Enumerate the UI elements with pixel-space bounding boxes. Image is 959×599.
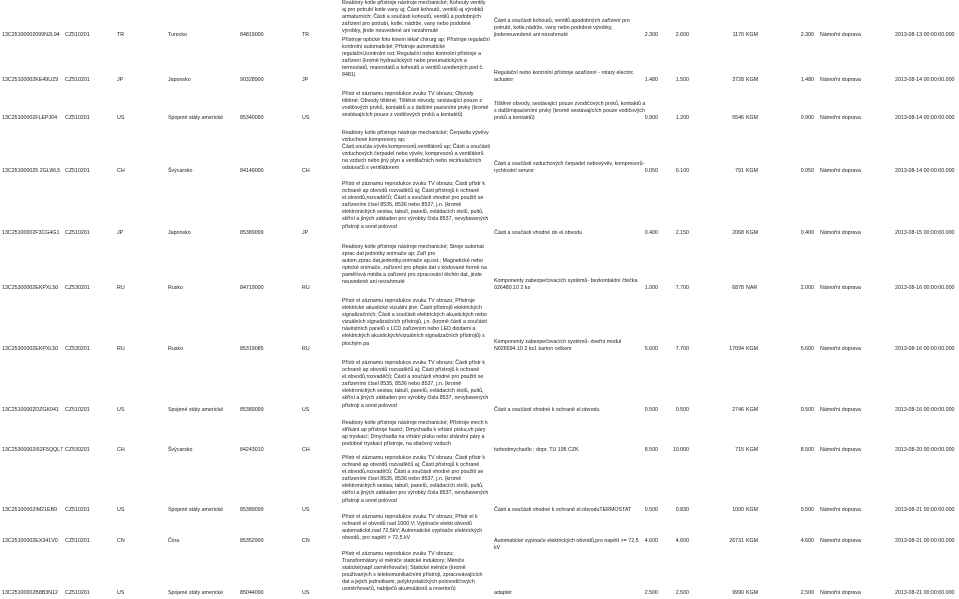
commodity-description: Přístr el záznamu reprodukce zvuku TV obrazu; Transformátory el měniče statické induktory; Měniče statické(např.usměrňovače); Statické měniče (kromě používaných s telekomunikačními přístroji, zpracovávajících dat a jejich jednotkami, polykrystalických polovodičových usměrňovačů, nabíječů akumulátorů a invertorů) <box>342 551 483 593</box>
commodity-code: 84149000 <box>240 168 264 174</box>
shipment-country-code: US <box>302 590 310 596</box>
country-name: Spojené státy americké <box>168 507 224 513</box>
country-name: Švýcarsko <box>168 447 193 453</box>
transport-mode: Námořní doprava <box>820 590 861 596</box>
record-date: 2013-08-16 00:00:00.000 <box>895 407 955 413</box>
gross-weight: 7.700 <box>675 346 689 352</box>
record-date: 2013-08-20 00:00:00.000 <box>895 447 955 453</box>
origin-country-code: US <box>117 507 125 513</box>
gross-weight: 0.500 <box>675 407 689 413</box>
commodity-description: Reaktory kotle přístroje nástroje mechanické; Přístroje mech k stříkání ap přístroje hasicí; Dmychadla k vrhání písku,vh páry ap tryskací; Dmychadla na vrhání písku nebo shánění páry a podobné tryskací přístroje, na stlačený vzduch <box>342 420 488 448</box>
goods-description: Regulační nebo kontrolní přístroje azařízení - rotary electric actuator <box>494 69 634 83</box>
country-name: Čína <box>168 538 180 544</box>
net-weight: 8.500 <box>644 447 658 453</box>
net-weight: 5.600 <box>644 346 658 352</box>
supplementary-quantity: 0.500 <box>800 407 814 413</box>
net-weight: 1.000 <box>644 285 658 291</box>
shipment-country-code: CH <box>302 168 310 174</box>
supplementary-quantity: 0.500 <box>800 507 814 513</box>
transport-mode: Námořní doprava <box>820 346 861 352</box>
record-code: 13C25100002F3CG4G1 <box>2 230 60 236</box>
gross-weight: 1.200 <box>675 115 689 121</box>
country-name: Spojené státy americké <box>168 590 224 596</box>
shipment-country-code: CN <box>302 538 310 544</box>
commodity-code: 90328900 <box>240 77 264 83</box>
net-weight: 4.600 <box>644 538 658 544</box>
net-weight: 0.500 <box>644 407 658 413</box>
country-name: Spojené státy americké <box>168 115 224 121</box>
record-date: 2013-08-13 00:00:00.000 <box>895 32 955 38</box>
gross-weight: 10.000 <box>672 447 689 453</box>
country-name: Japonsko <box>168 77 191 83</box>
unit-code: KGM <box>746 168 759 174</box>
supplementary-quantity: 8.500 <box>800 447 814 453</box>
goods-description: Části a součásti vhodné k ochraně el.obvodu <box>494 406 600 413</box>
transport-mode: Námořní doprava <box>820 115 861 121</box>
unit-code: KGM <box>746 590 759 596</box>
shipment-country-code: US <box>302 407 310 413</box>
origin-country-code: CH <box>117 168 125 174</box>
country-name: Švýcarsko <box>168 168 193 174</box>
country-name: Japonsko <box>168 230 191 236</box>
commodity-code: 85389099 <box>240 507 264 513</box>
commodity-description: Přístroje optické foto kinem lékař chirurg ap; Přístroje regulační kontrolní automatické; Přístroje automatické regulační,kontrolní ost; Regulační nebo kontrolní přístroje a zařízení (kromě hydraulických nebo pneumatických a termostatů, manostatů a kohoutů a ventilů uvedených pod č. 8481) <box>342 37 490 79</box>
value-amount: 2746 <box>732 407 744 413</box>
origin-country-code: CH <box>117 447 125 453</box>
gross-weight: 1.500 <box>675 77 689 83</box>
transport-mode: Námořní doprava <box>820 77 861 83</box>
unit-code: KGM <box>746 230 759 236</box>
unit-code: KGM <box>746 407 759 413</box>
record-code: 13C25100002B8B3N12 <box>2 590 58 596</box>
origin-country-code: RU <box>117 346 125 352</box>
country-name: Rusko <box>168 346 184 352</box>
region-code: CZ510201 <box>65 407 90 413</box>
unit-code: KGM <box>746 115 759 121</box>
unit-code: KGM <box>746 346 759 352</box>
gross-weight: 7.700 <box>675 285 689 291</box>
value-amount: 9990 <box>732 590 744 596</box>
shipment-country-code: TR <box>302 32 310 38</box>
transport-mode: Námořní doprava <box>820 230 861 236</box>
value-amount: 791 <box>735 168 744 174</box>
goods-description: Části a součásti vhodné do el.obvodu <box>494 229 583 236</box>
commodity-code: 85389099 <box>240 407 264 413</box>
record-code: 13C25300002EKPXL50 <box>2 285 59 291</box>
commodity-description: Přístr el záznamu reprodukce zvuku TV obrazu; Části přístr k ochraně ap obvodů rozvaděčů aj; Části přístrojů k ochraně el.obvodů,rozvaděčů; Části a součásti vhodné pro použití se zařízeními čísel 8535, 8536 nebo 8537, j.n. (kromě elektronických sestav, tabulí, panelů, ovládacích stolů, pultů, skříní a jiných základen pro výrobky čísla 8537, nevybavených přístroji a sond polovod <box>342 181 489 230</box>
unit-code: KGM <box>746 538 759 544</box>
country-name: Rusko <box>168 285 184 291</box>
region-code: CZ510201 <box>65 168 90 174</box>
commodity-description: Reaktory kotle přístroje nástroje mechanické; Kohouty ventily aj pro potrubí kotle vany aj; Části kohoutů, ventilů aj výrobků armaturních; Části a součásti kohoutů, ventilů a podobných zařízení pro potrubí, kotle, nádrže, vany nebo podobné výrobky, jinde neuvedené ani nezahrnuté <box>342 0 486 35</box>
gross-weight: 2.600 <box>675 32 689 38</box>
supplementary-quantity: 0.050 <box>800 168 814 174</box>
commodity-description: Reaktory kotle přístroje nástroje mechanické; Stroje automat zprac dat jednotky snímače ap; Zaří pro autom.zprac.dat,jednotky,snímače ap,ost.; Magnetické nebo optické snímače, zařízení pro přepis dat v kódované formě na paměťová média a zařízení pro zpracování těchto dat, jinde neuvedené ani nezahrnuté <box>342 244 487 286</box>
shipment-country-code: JP <box>302 230 309 236</box>
value-amount: 6878 <box>732 285 744 291</box>
transport-mode: Námořní doprava <box>820 507 861 513</box>
shipment-country-code: RU <box>302 285 310 291</box>
region-code: CZ510201 <box>65 115 90 121</box>
commodity-code: 85044090 <box>240 590 264 596</box>
supplementary-quantity: 1.480 <box>800 77 814 83</box>
record-code: 13C251000025 2GLWL5 <box>2 168 61 174</box>
net-weight: 0.900 <box>644 115 658 121</box>
record-date: 2013-08-15 00:00:00.000 <box>895 230 955 236</box>
net-weight: 2.500 <box>644 590 658 596</box>
supplementary-quantity: 0.400 <box>800 230 814 236</box>
net-weight: 1.480 <box>644 77 658 83</box>
transport-mode: Námořní doprava <box>820 538 861 544</box>
unit-code: KGM <box>746 447 759 453</box>
country-name: Spojené státy americké <box>168 407 224 413</box>
gross-weight: 2.500 <box>675 590 689 596</box>
goods-description: Části a součásti vzduchových čerpadel nebovývěv, kompresorů- rychlostní senzor <box>494 160 645 174</box>
commodity-code: 84243010 <box>240 447 264 453</box>
commodity-description: Přístr el záznamu reprodukce zvuku TV obrazu; Části přístr k ochraně ap obvodů rozvaděčů aj; Části přístrojů k ochraně el.obvodů,rozvaděčů; Části a součásti vhodné pro použití se zařízeními čísel 8535, 8536 nebo 8537, j.n. (kromě elektronických sestav, tabulí, panelů, ovládacích stolů, pultů, skříní a jiných základen pro výrobky čísla 8537, nevybavených přístroji a sond polovod <box>342 455 489 504</box>
commodity-code: 84819000 <box>240 32 264 38</box>
commodity-code: 85319085 <box>240 346 264 352</box>
record-code: 13C25100002IM21EB0 <box>2 507 58 513</box>
region-code: CZ510201 <box>65 32 90 38</box>
transport-mode: Námořní doprava <box>820 447 861 453</box>
net-weight: 0.400 <box>644 230 658 236</box>
region-code: CZ510201 <box>65 507 90 513</box>
origin-country-code: JP <box>117 77 124 83</box>
region-code: CZ530201 <box>65 447 90 453</box>
goods-description: Části a součásti kohoutů, ventilů apodobných zařízení pro potrubí, kotle,nádrže, vany nebo podobné výrobky, jindeneuvedené ani nezahrnuté <box>494 17 630 38</box>
region-code: CZ510201 <box>65 590 90 596</box>
record-date: 2013-08-14 00:00:00.000 <box>895 115 955 121</box>
record-code: 13C25300002I62F5QQL7 <box>2 447 63 453</box>
goods-description: turbodmychadlo ; dopr. TU 195 CZK <box>494 446 579 453</box>
shipment-country-code: JP <box>302 77 309 83</box>
record-code: 13C25100002FLEPJ04 <box>2 115 58 121</box>
value-amount: 26731 <box>729 538 744 544</box>
region-code: CZ510201 <box>65 230 90 236</box>
value-amount: 2068 <box>732 230 744 236</box>
record-date: 2013-08-14 00:00:00.000 <box>895 77 955 83</box>
goods-description: Části a součásti vhodné k ochraně el.obvoduTERMOSTAT <box>494 506 632 513</box>
region-code: CZ530201 <box>65 346 90 352</box>
gross-weight: 0.100 <box>675 168 689 174</box>
record-date: 2013-08-14 00:00:00.000 <box>895 168 955 174</box>
record-code: 13C25300002EKPXL50 <box>2 346 59 352</box>
gross-weight: 0.830 <box>675 507 689 513</box>
commodity-code: 85389099 <box>240 230 264 236</box>
supplementary-quantity: 2.000 <box>800 285 814 291</box>
record-code: 13C25100002EX341V0 <box>2 538 58 544</box>
commodity-description: Přístr el záznamu reprodukce zvuku TV obrazu; Přístroje elektrické akustické vizuální jiné; Části přístrojů elektrických signalizačních; Části a součásti elektrických akustických nebo vizuálních signalizačních přístrojů, j.n. (kromě částí a součástí návěstních panelů s LCD zařízením nebo LED diodami a elektrických akustických/vizuálních signalizačních přístrojů) s plochým pa <box>342 298 488 347</box>
transport-mode: Námořní doprava <box>820 285 861 291</box>
goods-description: adaptér <box>494 589 512 596</box>
commodity-code: 84719000 <box>240 285 264 291</box>
country-name: Turecko <box>168 32 187 38</box>
origin-country-code: US <box>117 407 125 413</box>
supplementary-quantity: 2.500 <box>800 590 814 596</box>
supplementary-quantity: 4.600 <box>800 538 814 544</box>
net-weight: 0.050 <box>644 168 658 174</box>
transport-mode: Námořní doprava <box>820 407 861 413</box>
net-weight: 2.300 <box>644 32 658 38</box>
transport-mode: Námořní doprava <box>820 32 861 38</box>
region-code: CZ510201 <box>65 77 90 83</box>
supplementary-quantity: 5.600 <box>800 346 814 352</box>
commodity-description: Přístr el záznamu reprodukce zvuku TV obrazu; Obvody tištěné; Obvody tištěné; Tištěné obvody, sestávající pouze z vodičových prvků, kontaktů a s dalšími pasivními prvky (kromě sestávajících pouze z vodičových prvků a kontaktů) <box>342 91 489 119</box>
unit-code: NAR <box>746 285 758 291</box>
gross-weight: 2.150 <box>675 230 689 236</box>
supplementary-quantity: 2.300 <box>800 32 814 38</box>
region-code: CZ510201 <box>65 538 90 544</box>
value-amount: 17094 <box>729 346 744 352</box>
commodity-code: 85340090 <box>240 115 264 121</box>
goods-description: Automatické vypínače elektrických obvodů,pro napětí >= 72,5 kV <box>494 537 639 551</box>
commodity-description: Přístr el záznamu reprodukce zvuku TV obrazu; Přístr el k ochraně el obvodů nad 1000 V; Vypínače elektr.obvodů automatické,nad 72,5kV; Automatické vypínače elektrických obvodů, pro napětí > 72,5 kV <box>342 514 483 542</box>
value-amount: 1000 <box>732 507 744 513</box>
shipment-country-code: US <box>302 507 310 513</box>
unit-code: KGM <box>746 77 759 83</box>
value-amount: 5546 <box>732 115 744 121</box>
shipment-country-code: RU <box>302 346 310 352</box>
record-date: 2013-08-21 00:00:00.000 <box>895 590 955 596</box>
shipment-country-code: US <box>302 115 310 121</box>
shipment-country-code: CH <box>302 447 310 453</box>
goods-description: Komponenty zabezpečovacích systémů- bezkontaktní čtečka 026480.10 2 ks <box>494 277 638 291</box>
gross-weight: 4.600 <box>675 538 689 544</box>
goods-description: Komponenty zabezpečovacích systémů- dveřní modul N026594.10 2 ks1 karton celkem <box>494 338 622 352</box>
supplementary-quantity: 0.900 <box>800 115 814 121</box>
record-code: 13C25100002099N2L94 <box>2 32 60 38</box>
value-amount: 715 <box>735 447 744 453</box>
value-amount: 3728 <box>732 77 744 83</box>
region-code: CZ530201 <box>65 285 90 291</box>
origin-country-code: US <box>117 115 125 121</box>
origin-country-code: RU <box>117 285 125 291</box>
net-weight: 0.500 <box>644 507 658 513</box>
record-code: 13C25100002DZGK041 <box>2 407 59 413</box>
goods-description: Tištěné obvody, sestávající pouze zvodičových prvků, kontaktů a s dalšímipasivními prvky (kromě sestávajících pouze vodičových prvků a kontaktů) <box>494 100 646 121</box>
origin-country-code: US <box>117 590 125 596</box>
origin-country-code: CN <box>117 538 125 544</box>
unit-code: KGM <box>746 32 759 38</box>
record-date: 2013-08-16 00:00:00.000 <box>895 346 955 352</box>
record-date: 2013-08-16 00:00:00.000 <box>895 285 955 291</box>
origin-country-code: JP <box>117 230 124 236</box>
unit-code: KGM <box>746 507 759 513</box>
origin-country-code: TR <box>117 32 125 38</box>
transport-mode: Námořní doprava <box>820 168 861 174</box>
record-code: 13C25100002KE49UZ9 <box>2 77 59 83</box>
commodity-code: 85352900 <box>240 538 264 544</box>
value-amount: 1170 <box>732 32 744 38</box>
commodity-description: Reaktory kotle přístroje nástroje mechanické; Čerpadla vývěvy vzduchové kompresory ap; Části,součás.vývěv,kompresorů,ventilátorů ap; Části a součásti vzduchových čerpadel nebo vývěv, kompresorů a ventilátorů na vzduch nebo jiný plyn a ventilačních nebo recirkulačních odsávačů s ventilátorem <box>342 130 490 172</box>
record-date: 2013-08-21 00:00:00.000 <box>895 538 955 544</box>
record-date: 2013-08-21 00:00:00.000 <box>895 507 955 513</box>
commodity-description: Přístr el záznamu reprodukce zvuku TV obrazu; Části přístr k ochraně ap obvodů rozvaděčů aj; Části přístrojů k ochraně el.obvodů,rozvaděčů; Části a součásti vhodné pro použití se zařízeními čísel 8535, 8536 nebo 8537, j.n. (kromě elektronických sestav, tabulí, panelů, ovládacích stolů, pultů, skříní a jiných základen pro výrobky čísla 8537, nevybavených přístroji a sond polovod <box>342 360 489 409</box>
